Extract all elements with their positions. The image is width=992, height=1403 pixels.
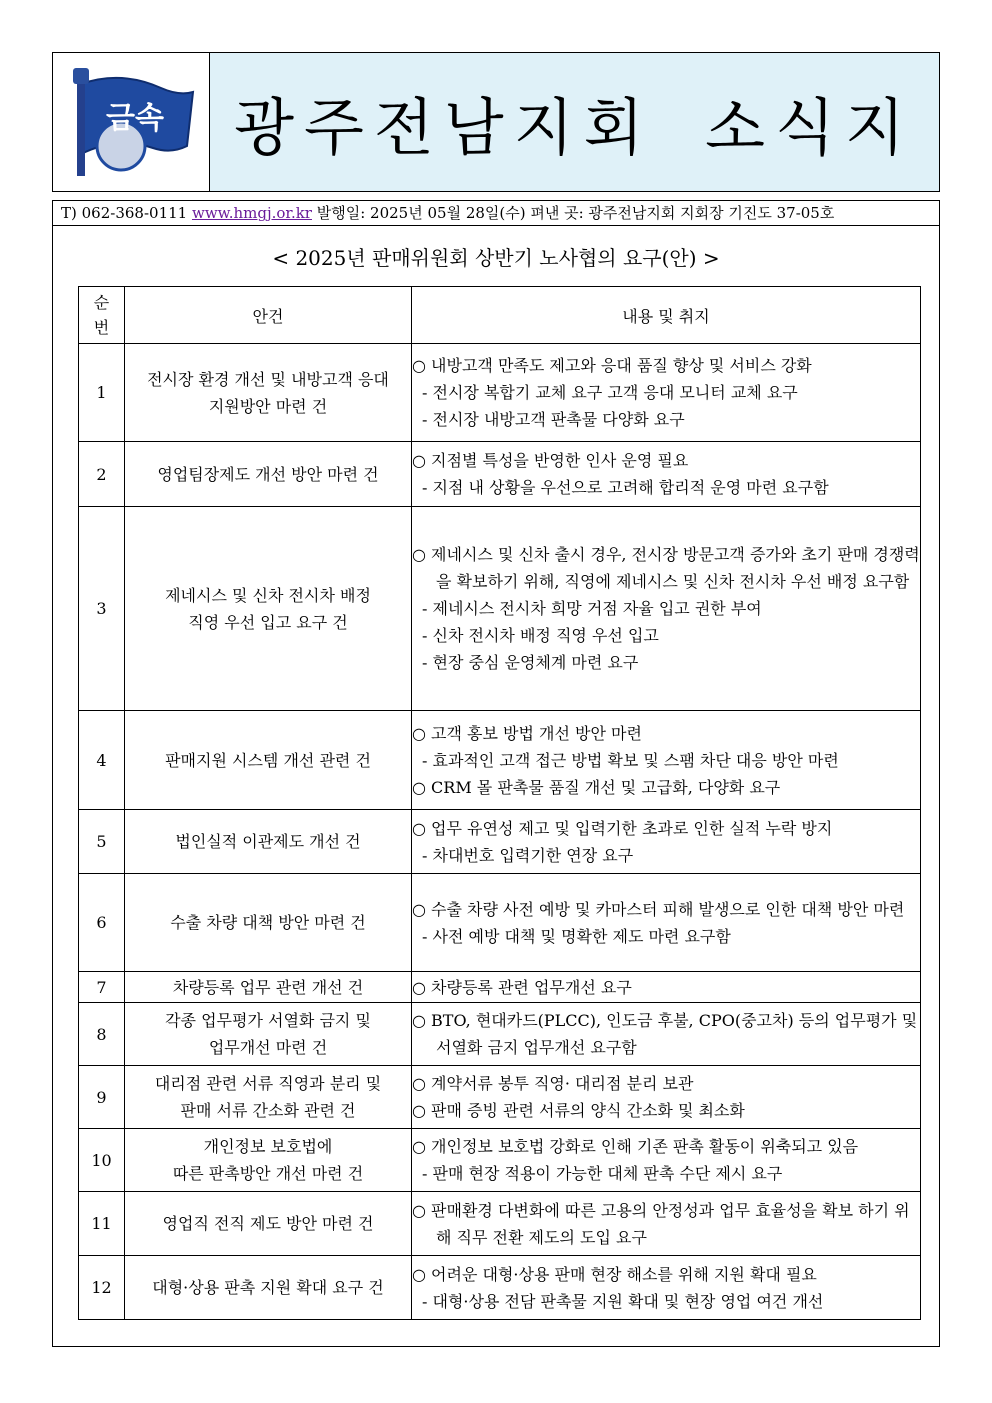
row-number: 8	[79, 1003, 125, 1066]
agenda-content	[412, 1129, 921, 1192]
agenda-item: 대리점 관련 서류 직영과 분리 및 판매 서류 간소화 관련 건	[125, 1066, 412, 1129]
content-subpoint: - 신차 전시차 배정 직영 우선 입고	[422, 626, 659, 645]
content-subpoint: - 효과적인 고객 접근 방법 확보 및 스팸 차단 대응 방안 마련	[422, 750, 839, 770]
agenda-item: 각종 업무평가 서열화 금지 및 업무개선 마련 건	[125, 1003, 412, 1066]
union-logo	[53, 53, 210, 191]
agenda-item: 판매지원 시스템 개선 관련 건	[125, 711, 412, 810]
publication-details: 발행일: 2025년 05월 28일(수) 펴낸 곳: 광주전남지회 지회장 기진도 37-05호	[311, 204, 835, 222]
content-subpoint: - 현장 중심 운영체계 마련 요구	[422, 653, 639, 672]
content-point: ○ 내방고객 만족도 제고와 응대 품질 향상 및 서비스 강화	[412, 356, 812, 375]
content-point: ○ 차량등록 관련 업무개선 요구	[412, 977, 632, 997]
table-row	[79, 442, 921, 507]
row-number: 4	[79, 711, 125, 810]
row-number: 1	[79, 344, 125, 442]
agenda-content	[412, 344, 921, 442]
header-no-char-1: 순	[93, 293, 110, 312]
agenda-content	[412, 1003, 921, 1066]
row-number: 12	[79, 1256, 125, 1320]
table-row	[79, 344, 921, 442]
row-number: 2	[79, 442, 125, 507]
content-point: ○ 개인정보 보호법 강화로 인해 기존 판촉 활동이 위축되고 있음	[412, 1137, 859, 1156]
publication-info	[53, 201, 939, 226]
row-number: 7	[79, 972, 125, 1003]
table-row	[79, 1256, 921, 1320]
content-point: ○ 어려운 대형·상용 판매 현장 해소를 위해 지원 확대 필요	[412, 1264, 817, 1284]
content-point: ○ CRM 몰 판촉물 품질 개선 및 고급화, 다양화 요구	[412, 777, 781, 797]
content-subpoint: - 차대번호 입력기한 연장 요구	[422, 845, 634, 865]
agenda-item: 전시장 환경 개선 및 내방고객 응대 지원방안 마련 건	[125, 344, 412, 442]
header-content: 내용 및 취지	[412, 287, 921, 344]
document-title: < 2025년 판매위원회 상반기 노사협의 요구(안) >	[272, 246, 720, 270]
table-row	[79, 810, 921, 874]
row-number: 3	[79, 507, 125, 711]
table-row	[79, 1129, 921, 1192]
agenda-item: 법인실적 이관제도 개선 건	[125, 810, 412, 874]
content-point: ○ 판매환경 다변화에 따른 고용의 안정성과 업무 효율성을 확보 하기 위해 직무 전환 제도의 도입 요구	[412, 1200, 910, 1247]
content-subpoint: - 대형·상용 전담 판촉물 지원 확대 및 현장 영업 여건 개선	[422, 1291, 824, 1311]
agenda-content	[412, 442, 921, 507]
table-row	[79, 972, 921, 1003]
agenda-content	[412, 810, 921, 874]
content-subpoint: - 전시장 내방고객 판촉물 다양화 요구	[422, 410, 685, 429]
agenda-content	[412, 507, 921, 711]
document-frame	[52, 200, 940, 1347]
row-number: 5	[79, 810, 125, 874]
header-no-text	[79, 290, 124, 340]
content-point: ○ 수출 차량 사전 예방 및 카마스터 피해 발생으로 인한 대책 방안 마련	[412, 899, 905, 919]
agenda-body	[79, 344, 921, 1320]
header	[52, 52, 940, 192]
agenda-item: 제네시스 및 신차 전시차 배정 직영 우선 입고 요구 건	[125, 507, 412, 711]
union-flag-logo	[61, 62, 201, 182]
agenda-item: 대형·상용 판촉 지원 확대 요구 건	[125, 1256, 412, 1320]
table-row	[79, 711, 921, 810]
content-subpoint: - 지점 내 상황을 우선으로 고려해 합리적 운영 마련 요구함	[422, 478, 829, 497]
agenda-item: 차량등록 업무 관련 개선 건	[125, 972, 412, 1003]
table-row	[79, 507, 921, 711]
content-point: ○ BTO, 현대카드(PLCC), 인도금 후불, CPO(중고차) 등의 업무평가 및 서열화 금지 업무개선 요구함	[412, 1011, 918, 1057]
row-number: 10	[79, 1129, 125, 1192]
content-point: ○ 지점별 특성을 반영한 인사 운영 필요	[412, 451, 689, 470]
header-item: 안건	[125, 287, 412, 344]
agenda-item: 영업팀장제도 개선 방안 마련 건	[125, 442, 412, 507]
table-row	[79, 1192, 921, 1256]
agenda-content	[412, 874, 921, 972]
agenda-content	[412, 1192, 921, 1256]
header-no-char-2: 번	[93, 318, 110, 337]
agenda-item: 개인정보 보호법에 따른 판촉방안 개선 마련 건	[125, 1129, 412, 1192]
agenda-content	[412, 1066, 921, 1129]
table-row	[79, 1066, 921, 1129]
agenda-content	[412, 972, 921, 1003]
content-subpoint: - 전시장 복합기 교체 요구 고객 응대 모니터 교체 요구	[422, 383, 798, 402]
table-row	[79, 874, 921, 972]
phone-number: T) 062-368-0111	[61, 204, 188, 222]
content-point: ○ 업무 유연성 제고 및 입력기한 초과로 인한 실적 누락 방지	[412, 818, 833, 838]
content-point: ○ 제네시스 및 신차 출시 경우, 전시장 방문고객 증가와 초기 판매 경쟁력을 확보하기 위해, 직영에 제네시스 및 신차 전시차 우선 배정 요구함	[412, 545, 920, 591]
content-point: ○ 계약서류 봉투 직영· 대리점 분리 보관	[412, 1074, 694, 1093]
agenda-content	[412, 1256, 921, 1320]
table-header-row	[79, 287, 921, 344]
logo-lettering: 금속	[106, 101, 164, 136]
row-number: 9	[79, 1066, 125, 1129]
agenda-item: 영업직 전직 제도 방안 마련 건	[125, 1192, 412, 1256]
table-row	[79, 1003, 921, 1066]
content-subpoint: - 판매 현장 적용이 가능한 대체 판촉 수단 제시 요구	[422, 1164, 783, 1183]
agenda-table	[78, 286, 921, 1320]
content-subpoint: - 제네시스 전시차 희망 거점 자율 입고 권한 부여	[422, 599, 762, 618]
row-number: 6	[79, 874, 125, 972]
title-banner	[210, 53, 939, 191]
content-point: ○ 고객 홍보 방법 개선 방안 마련	[412, 723, 642, 743]
agenda-content	[412, 711, 921, 810]
agenda-item: 수출 차량 대책 방안 마련 건	[125, 874, 412, 972]
content-point: ○ 판매 증빙 관련 서류의 양식 간소화 및 최소화	[412, 1101, 745, 1120]
row-number: 11	[79, 1192, 125, 1256]
header-no	[79, 287, 125, 344]
website-link[interactable]: www.hmgj.or.kr	[191, 204, 312, 222]
newsletter-title: 광주전남지회 소식지	[234, 90, 915, 164]
content-subpoint: - 사전 예방 대책 및 명확한 제도 마련 요구함	[422, 926, 731, 946]
